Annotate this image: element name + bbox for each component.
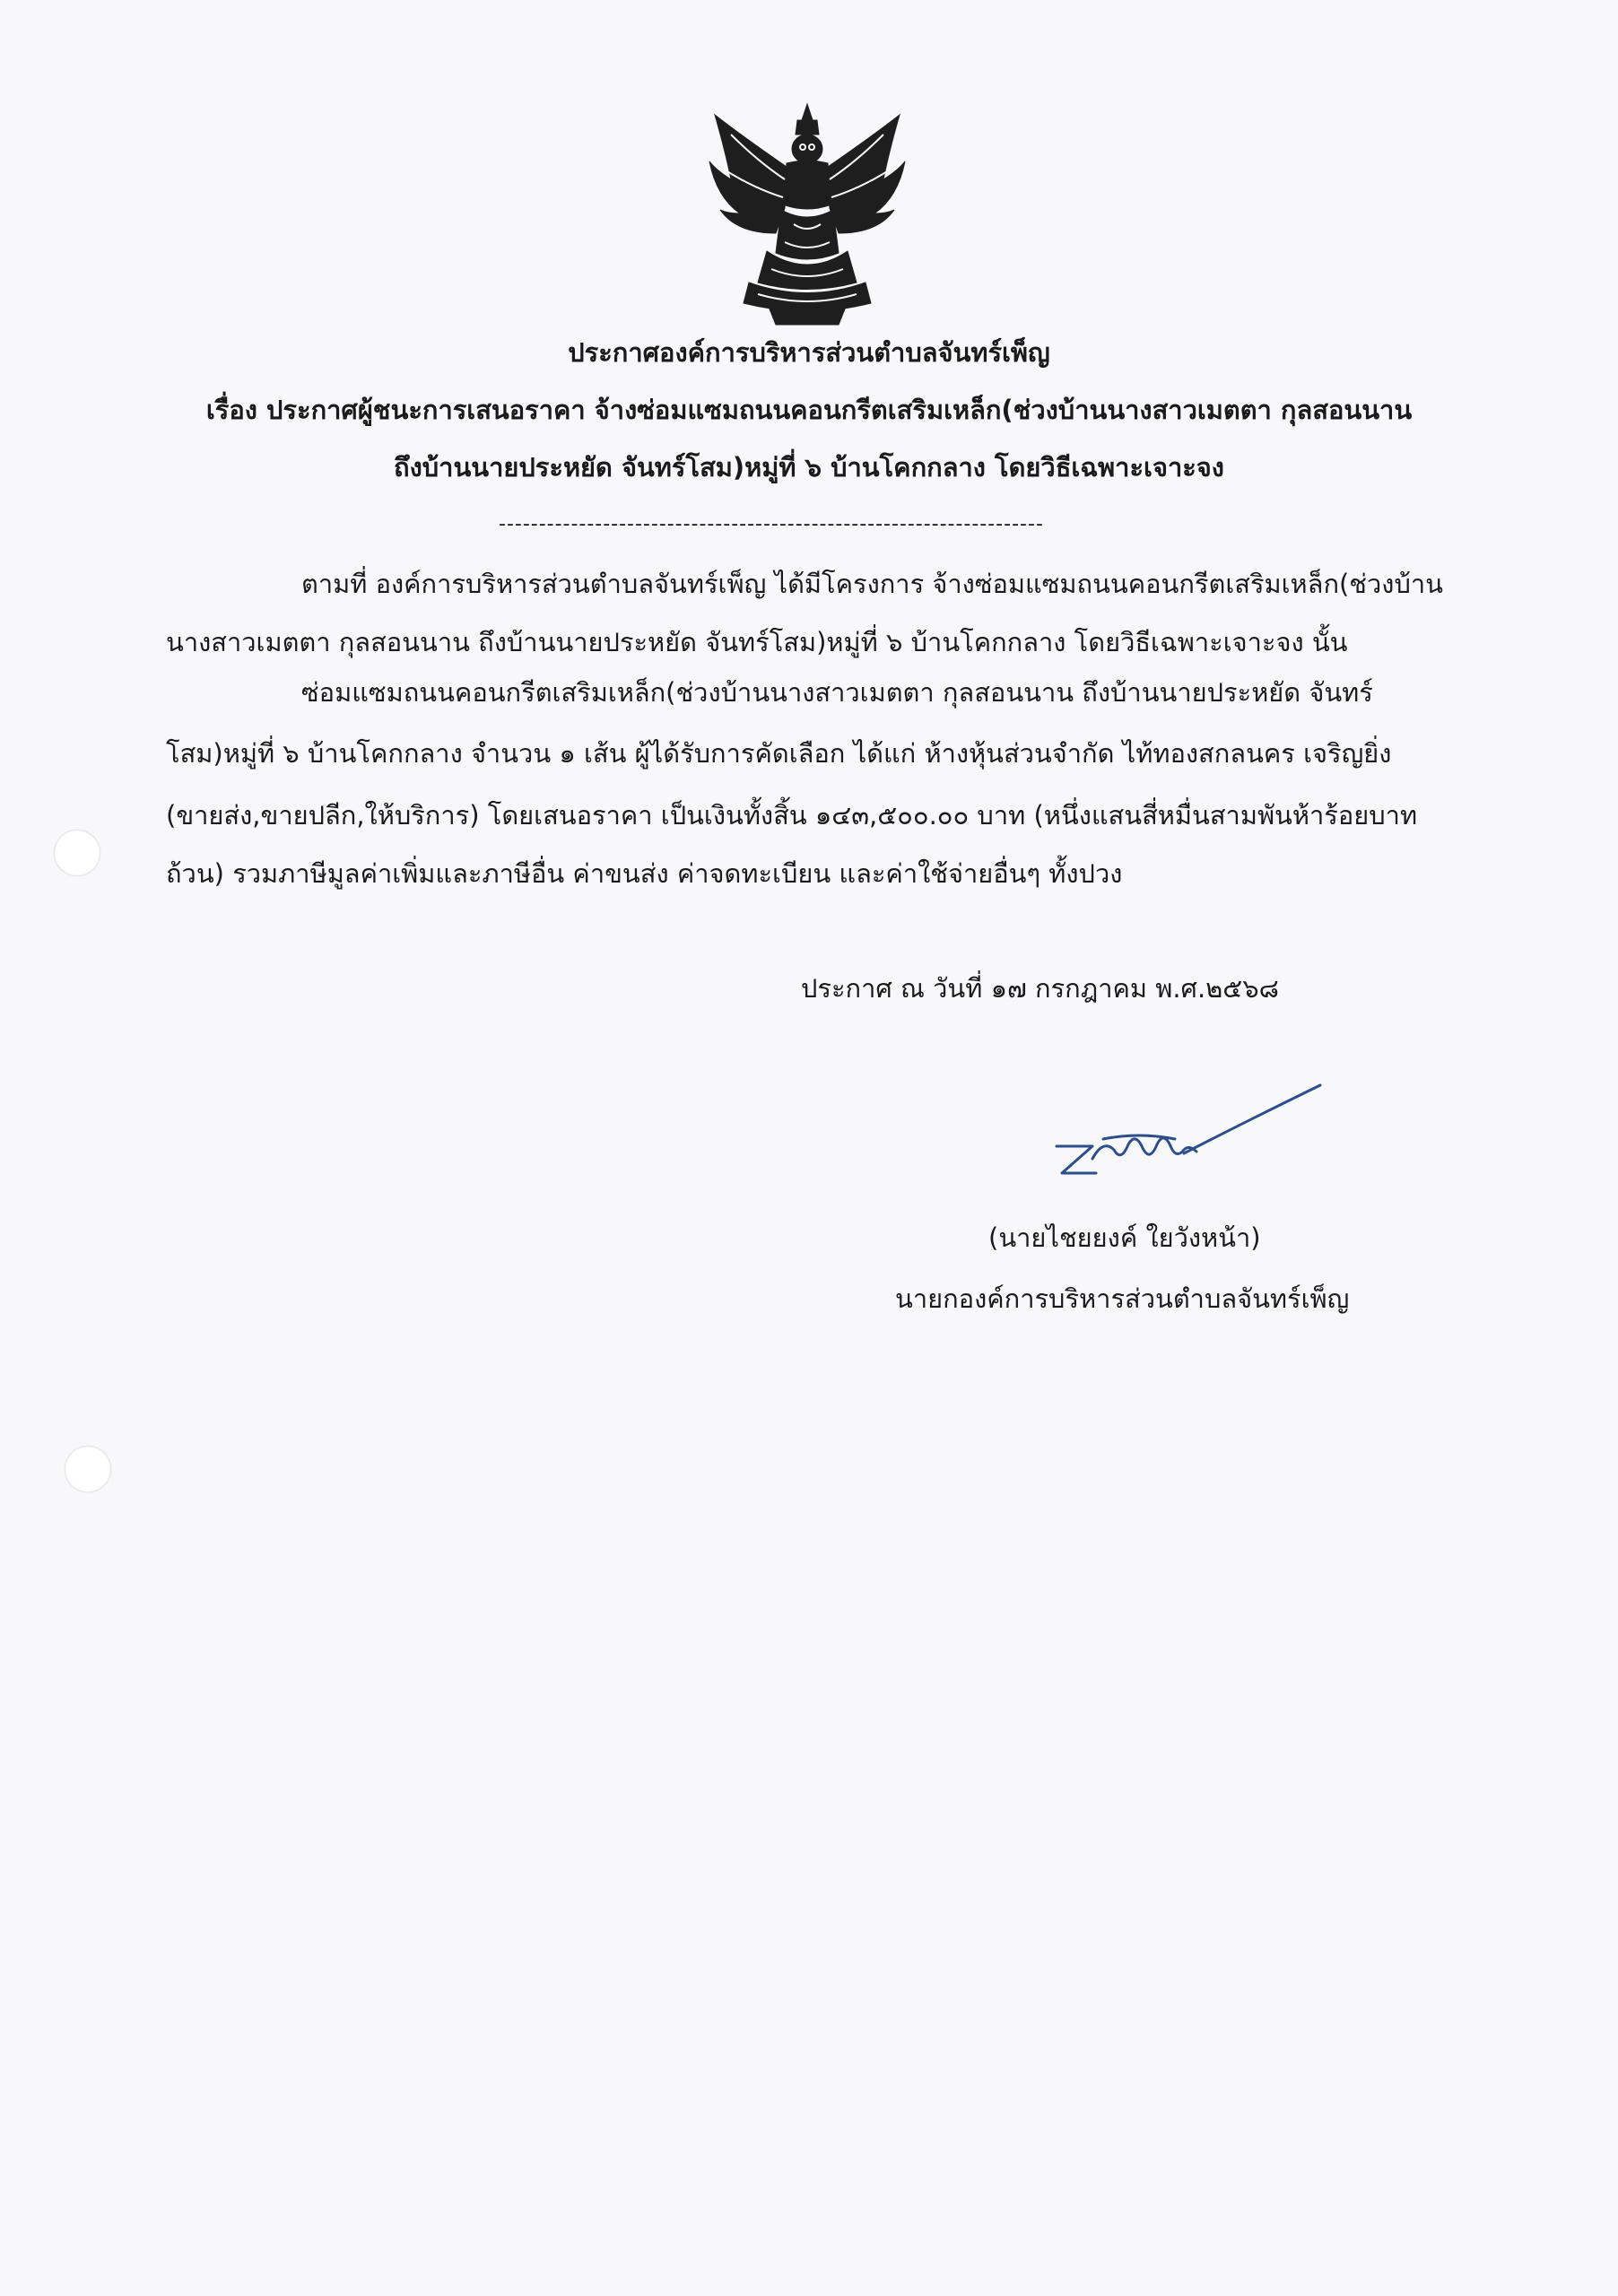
paragraph-2-line-4: ถ้วน) รวมภาษีมูลค่าเพิ่มและภาษีอื่น ค่าขนส่ง ค่าจดทะเบียน และค่าใช้จ่ายอื่นๆ ทั้งปวง xyxy=(166,858,1123,889)
punch-hole-bottom xyxy=(65,1446,111,1492)
garuda-emblem-icon xyxy=(704,99,910,332)
announce-date: ประกาศ ณ วันที่ ๑๗ กรกฎาคม พ.ศ.๒๕๖๘ xyxy=(801,973,1280,1004)
paragraph-2-line-3: (ขายส่ง,ขายปลีก,ให้บริการ) โดยเสนอราคา เป็นเงินทั้งสิ้น ๑๔๓,๕๐๐.๐๐ บาท (หนึ่งแสนสี่หมื่นสามพันห้าร้อยบาท xyxy=(166,800,1418,831)
document-title: ประกาศองค์การบริหารส่วนตำบลจันทร์เพ็ญ xyxy=(568,337,1050,368)
paragraph-1-line-2: นางสาวเมตตา กุลสอนนาน ถึงบ้านนายประหยัด จันทร์โสม)หมู่ที่ ๖ บ้านโคกกลาง โดยวิธีเฉพาะเจาะจง นั้น xyxy=(166,627,1348,657)
paragraph-2-line-2: โสม)หมู่ที่ ๖ บ้านโคกกลาง จำนวน ๑ เส้น ผู้ได้รับการคัดเลือก ได้แก่ ห้างหุ้นส่วนจำกัด ไท้ทองสกลนคร เจริญยิ่ง xyxy=(166,738,1392,769)
subject-line-1: เรื่อง ประกาศผู้ชนะการเสนอราคา จ้างซ่อมแซมถนนคอนกรีตเสริมเหล็ก(ช่วงบ้านนางสาวเมตตา กุลสอนนาน xyxy=(205,395,1413,425)
signer-name: (นายไชยยงค์ ใยวังหน้า) xyxy=(988,1222,1261,1253)
signature-mark xyxy=(1049,1076,1327,1184)
paragraph-1-line-1: ตามที่ องค์การบริหารส่วนตำบลจันทร์เพ็ญ ได้มีโครงการ จ้างซ่อมแซมถนนคอนกรีตเสริมเหล็ก(ช่วงบ้าน xyxy=(301,569,1443,599)
subject-line-2: ถึงบ้านนายประหยัด จันทร์โสม)หมู่ที่ ๖ บ้านโคกกลาง โดยวิธีเฉพาะเจาะจง xyxy=(394,452,1224,483)
punch-hole-top xyxy=(54,830,100,876)
paragraph-2-line-1: ซ่อมแซมถนนคอนกรีตเสริมเหล็ก(ช่วงบ้านนางสาวเมตตา กุลสอนนาน ถึงบ้านนายประหยัด จันทร์ xyxy=(301,677,1373,708)
separator-line: -------------------------------------------------------------------- xyxy=(499,513,1044,535)
signer-position: นายกองค์การบริหารส่วนตำบลจันทร์เพ็ญ xyxy=(895,1283,1350,1314)
